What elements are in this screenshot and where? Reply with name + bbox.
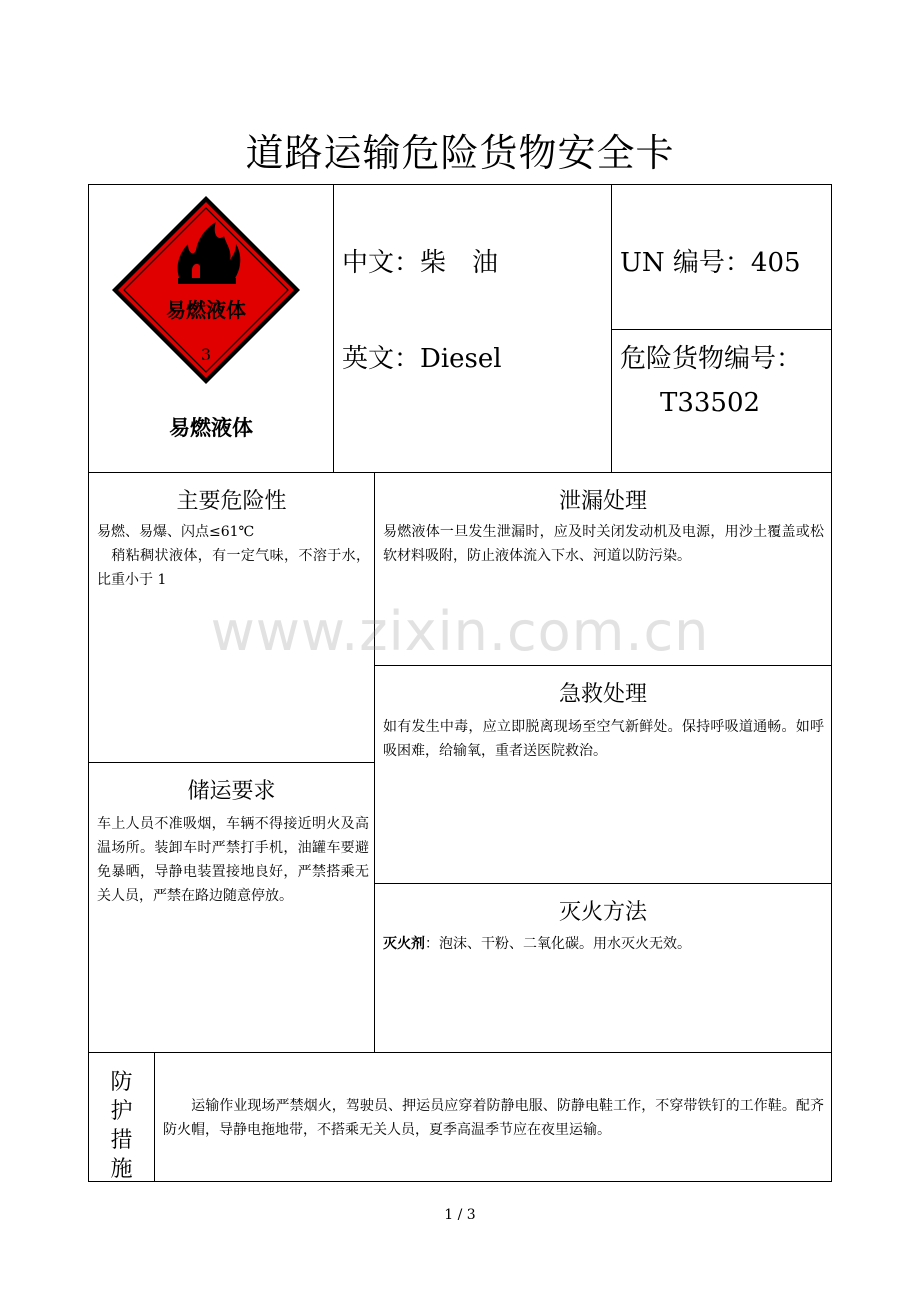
class-number: 3: [200, 345, 212, 364]
extinguisher-label: 灭火剂: [383, 936, 425, 952]
fire-text-line: [383, 932, 824, 956]
divider-aid: [374, 883, 832, 884]
un-number: UN 编号：405: [620, 248, 801, 278]
protection-text: 运输作业现场严禁烟火，驾驶员、押运员应穿着防静电服、防静电鞋工作，不穿带铁钉的工作鞋。配齐防火帽，导静电拖地带，不搭乘无关人员，夏季高温季节应在夜里运输。: [163, 1098, 824, 1138]
table-border-left: [88, 184, 89, 1182]
english-name: 英文：Diesel: [342, 344, 502, 374]
divider-leak: [374, 665, 832, 666]
divider-row-protect: [88, 1052, 832, 1053]
dg-number-label: 危险货物编号：: [620, 344, 803, 374]
hazard-caption: 易燃液体: [169, 416, 253, 440]
main-hazard-line2: 稍粘稠状液体，有一定气味，不溶于水，比重小于 1: [97, 548, 370, 588]
divider-v2: [611, 184, 612, 472]
chinese-name: 中文：柴 油: [342, 248, 499, 278]
leak-text: 易燃液体一旦发生泄漏时，应及时关闭发动机及电源，用沙土覆盖或松软材料吸附，防止液体流入下水、河道以防污染。: [383, 524, 824, 564]
document-title: 道路运输危险货物安全卡: [245, 131, 675, 175]
watermark: www.zixin.com.cn: [210, 600, 710, 663]
divider-row1: [88, 472, 832, 473]
page-number: 1 / 3: [444, 1207, 476, 1223]
extinguisher-text: ：泡沫、干粉、二氧化碳。用水灭火无效。: [425, 936, 691, 952]
divider-v1: [333, 184, 334, 472]
main-hazard-heading: 主要危险性: [176, 489, 287, 514]
storage-heading: 储运要求: [187, 779, 276, 804]
storage-text: 车上人员不准吸烟，车辆不得接近明火及高温场所。装卸车时严禁打手机，油罐车要避免暴晒，导静电装置接地良好，严禁搭乘无关人员，严禁在路边随意停放。: [97, 816, 369, 904]
fire-heading: 灭火方法: [558, 900, 647, 925]
divider-un: [611, 329, 832, 330]
flammable-liquid-symbol: [108, 192, 304, 388]
divider-storage: [88, 762, 375, 763]
leak-heading: 泄漏处理: [558, 489, 647, 514]
main-hazard-line1: 易燃、易爆、闪点≤61℃: [97, 524, 255, 540]
first-aid-text: 如有发生中毒，应立即脱离现场至空气新鲜处。保持呼吸道通畅。如呼吸困难，给输氧，重者送医院救治。: [383, 719, 824, 759]
first-aid-heading: 急救处理: [558, 682, 647, 707]
table-border-bottom: [88, 1181, 832, 1182]
table-border-top: [88, 184, 832, 185]
diamond-label: 易燃液体: [166, 298, 246, 322]
protection-heading: 防 护 措 施: [110, 1070, 133, 1182]
dg-number: T33502: [660, 388, 761, 418]
